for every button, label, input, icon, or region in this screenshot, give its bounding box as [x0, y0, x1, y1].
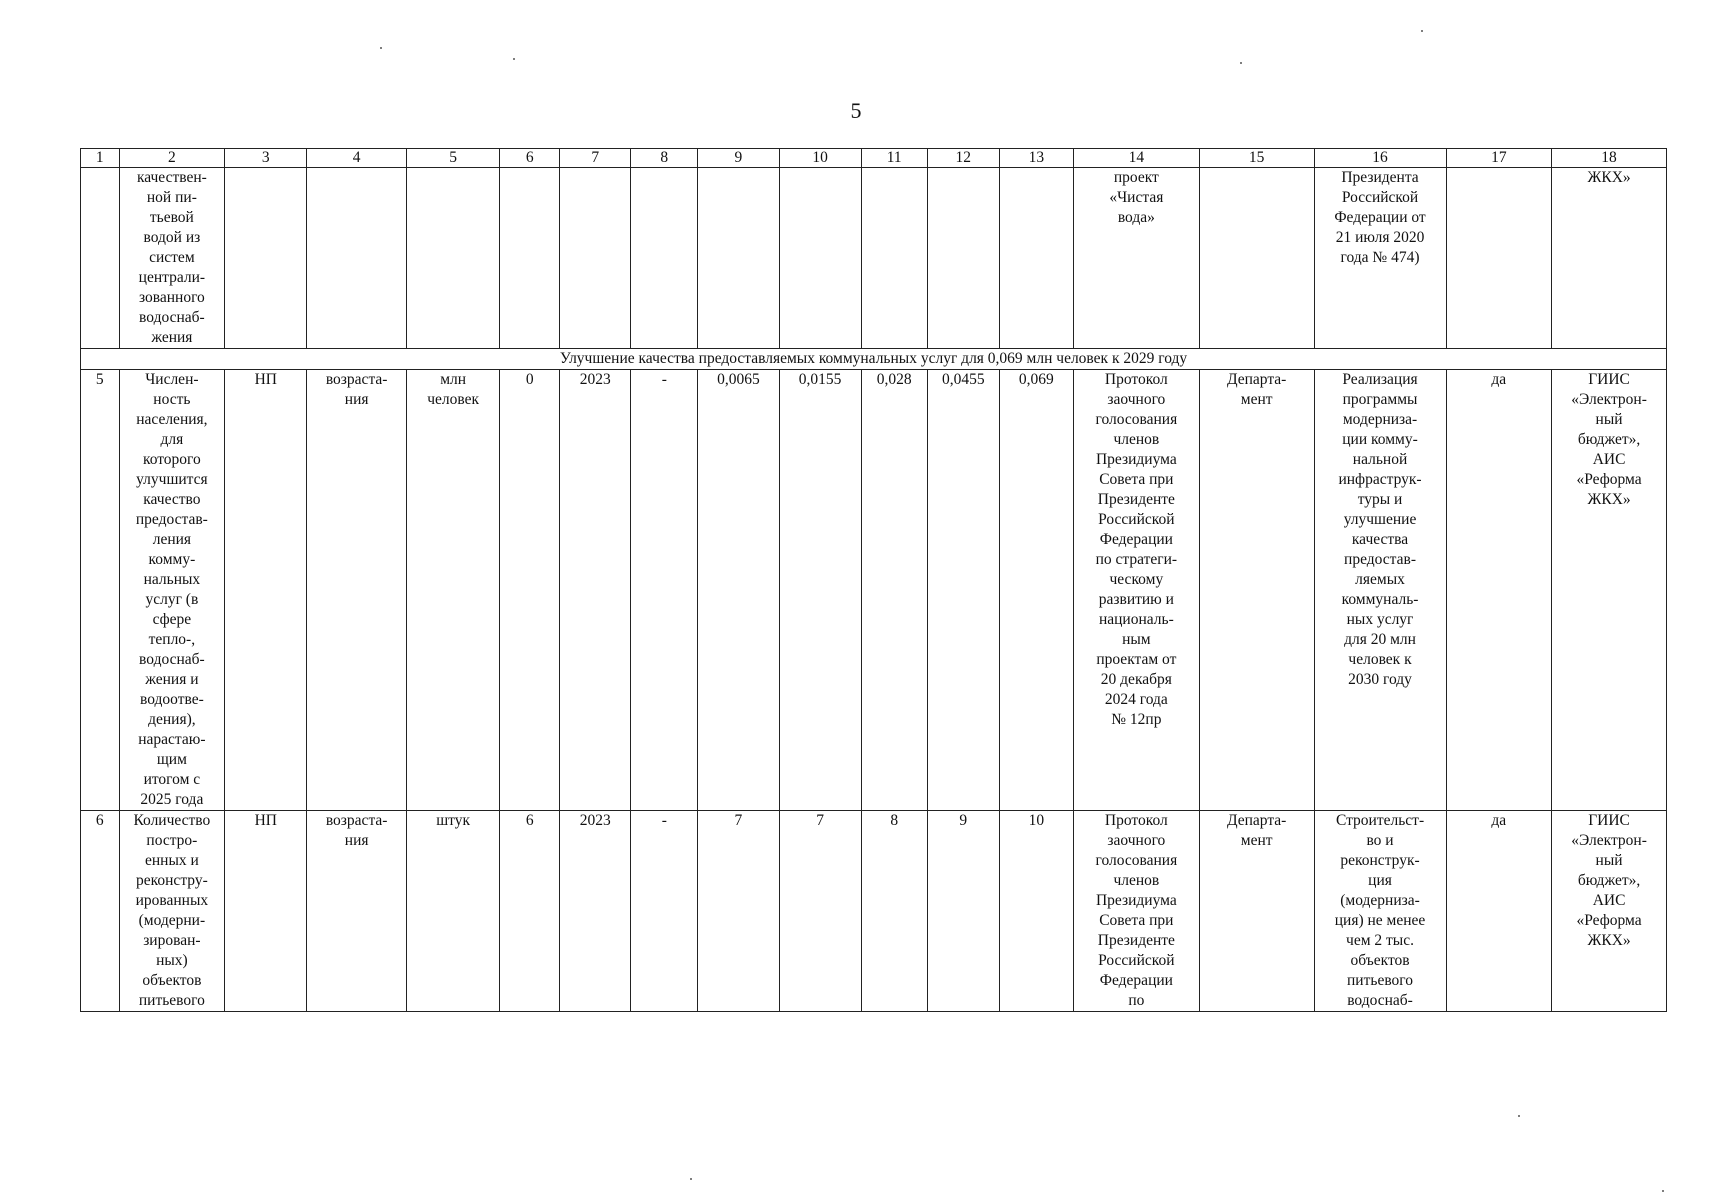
table-cell: 5 — [81, 370, 120, 811]
column-number: 12 — [927, 149, 999, 168]
table-cell: НП — [225, 811, 307, 1012]
table-cell: 2023 — [560, 811, 631, 1012]
column-number: 18 — [1552, 149, 1667, 168]
table-cell — [307, 168, 407, 349]
table-cell — [631, 168, 698, 349]
table-cell: Протокол заочного голосования членов Президиума Совета при Президенте Российской Федерации по — [1073, 811, 1199, 1012]
table-cell: Президента Российской Федерации от 21 июля 2020 года № 474) — [1314, 168, 1446, 349]
scan-speck — [513, 58, 515, 60]
scan-speck — [1518, 1115, 1520, 1117]
page-number: 5 — [850, 98, 862, 123]
table-cell: Департа- мент — [1199, 811, 1314, 1012]
table-cell: ЖКХ» — [1552, 168, 1667, 349]
column-number: 10 — [779, 149, 861, 168]
table-cell: Реализация программы модерниза- ции комму- нальной инфраструк- туры и улучшение качества предостав- ляемых коммуналь- ных услуг для 20 млн человек к 2030 году — [1314, 370, 1446, 811]
scan-speck — [1421, 30, 1423, 32]
table-cell — [225, 168, 307, 349]
table-row — [81, 811, 1667, 1012]
column-number: 11 — [861, 149, 927, 168]
table-cell — [698, 168, 779, 349]
table-row — [81, 370, 1667, 811]
table-cell — [500, 168, 560, 349]
table-cell: возраста- ния — [307, 370, 407, 811]
table-cell: Количество постро- енных и реконстру- ированных (модерни- зирован- ных) объектов питьевого — [119, 811, 225, 1012]
table-cell: НП — [225, 370, 307, 811]
table-cell: Числен- ность населения, для которого улучшится качество предостав- ления комму- нальных услуг (в сфере тепло-, водоснаб- жения и водоотве- дения), нарастаю- щим итогом с 2025 года — [119, 370, 225, 811]
column-number: 13 — [999, 149, 1073, 168]
table-cell — [999, 168, 1073, 349]
table-cell: качествен- ной пи- тьевой водой из систем централи- зованного водоснаб- жения — [119, 168, 225, 349]
column-number: 4 — [307, 149, 407, 168]
table-cell — [406, 168, 499, 349]
table-cell: Протокол заочного голосования членов Президиума Совета при Президенте Российской Федерации по стратеги- ческому развитию и националь- ным проектам от 20 декабря 2024 года № 12пр — [1073, 370, 1199, 811]
column-number: 6 — [500, 149, 560, 168]
table-cell: 0,0065 — [698, 370, 779, 811]
column-number: 7 — [560, 149, 631, 168]
table-cell — [1446, 168, 1552, 349]
column-number: 17 — [1446, 149, 1552, 168]
table-cell — [861, 168, 927, 349]
column-number: 5 — [406, 149, 499, 168]
table-cell: 0,069 — [999, 370, 1073, 811]
table-cell: 6 — [500, 811, 560, 1012]
column-number: 15 — [1199, 149, 1314, 168]
table-cell: 8 — [861, 811, 927, 1012]
table-cell: 9 — [927, 811, 999, 1012]
column-number: 8 — [631, 149, 698, 168]
table-cell: 7 — [779, 811, 861, 1012]
table-cell: штук — [406, 811, 499, 1012]
table-cell: 6 — [81, 811, 120, 1012]
table-cell: да — [1446, 811, 1552, 1012]
table-cell — [560, 168, 631, 349]
column-number-row — [81, 149, 1667, 168]
table-cell: ГИИС «Электрон- ный бюджет», АИС «Реформа ЖКХ» — [1552, 370, 1667, 811]
table-cell: Строительст- во и реконструк- ция (модерниза- ция) не менее чем 2 тыс. объектов питьевого водоснаб- — [1314, 811, 1446, 1012]
table-cell: ГИИС «Электрон- ный бюджет», АИС «Реформа ЖКХ» — [1552, 811, 1667, 1012]
table-cell: млн человек — [406, 370, 499, 811]
scan-speck — [690, 1178, 692, 1180]
table-cell: возраста- ния — [307, 811, 407, 1012]
indicators-table — [80, 148, 1667, 1012]
scan-speck — [1240, 62, 1242, 64]
table-cell — [927, 168, 999, 349]
table-cell: 2023 — [560, 370, 631, 811]
table-cell: да — [1446, 370, 1552, 811]
section-heading-row — [81, 349, 1667, 370]
column-number: 1 — [81, 149, 120, 168]
column-number: 14 — [1073, 149, 1199, 168]
column-number: 2 — [119, 149, 225, 168]
table-cell: - — [631, 811, 698, 1012]
scan-speck — [1662, 1190, 1664, 1192]
table-cell — [81, 168, 120, 349]
table-cell: проект «Чистая вода» — [1073, 168, 1199, 349]
column-number: 9 — [698, 149, 779, 168]
scan-speck — [380, 47, 382, 49]
table-cell: - — [631, 370, 698, 811]
table-cell: 0 — [500, 370, 560, 811]
table-row-continuation — [81, 168, 1667, 349]
table-cell — [779, 168, 861, 349]
column-number: 3 — [225, 149, 307, 168]
section-heading: Улучшение качества предоставляемых коммунальных услуг для 0,069 млн человек к 2029 году — [81, 349, 1667, 370]
table-cell: 0,0155 — [779, 370, 861, 811]
table-cell: 7 — [698, 811, 779, 1012]
table-cell: 0,0455 — [927, 370, 999, 811]
table-cell: Департа- мент — [1199, 370, 1314, 811]
table-cell: 10 — [999, 811, 1073, 1012]
column-number: 16 — [1314, 149, 1446, 168]
table-cell: 0,028 — [861, 370, 927, 811]
table-cell — [1199, 168, 1314, 349]
